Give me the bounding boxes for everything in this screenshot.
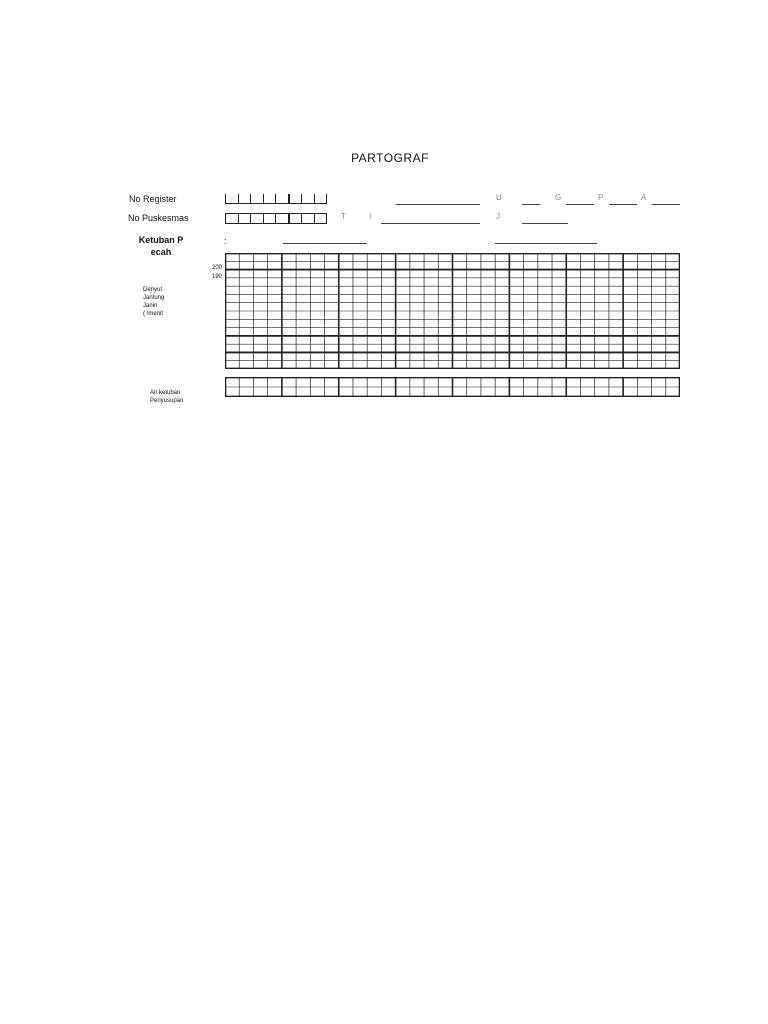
umur-field-line[interactable] [522, 204, 540, 205]
abortus-letter: A [641, 193, 647, 202]
fhr-label-line4: ( /menit [143, 311, 164, 317]
membranes-label [150, 389, 183, 405]
abortus-field-line[interactable] [652, 204, 680, 205]
page-title: PARTOGRAF [351, 151, 429, 165]
no-puskesmas-boxes[interactable] [225, 213, 327, 224]
fhr-grid[interactable] [225, 253, 680, 369]
ketuban-date-line[interactable] [495, 243, 597, 244]
no-register-boxes[interactable] [225, 194, 327, 204]
no-puskesmas-label: No Puskesmas [128, 213, 189, 223]
air-ketuban-label: Air ketuban [150, 390, 181, 396]
tanggal-field-line[interactable] [381, 223, 480, 224]
penyusupan-label: Penyusupan [150, 398, 184, 404]
ketuban-pecah-label [128, 234, 194, 258]
fhr-tick-200: 200 [212, 265, 223, 271]
gravida-letter: G [555, 193, 562, 202]
gravida-field-line[interactable] [566, 204, 594, 205]
i-letter: I [369, 212, 372, 221]
fhr-tick-190: 190 [212, 274, 223, 280]
umur-letter: U [496, 193, 502, 202]
tanggal-letter: T [341, 212, 346, 221]
fhr-label-line3: Janin [143, 303, 158, 309]
ketuban-label-line1: Ketuban P [138, 235, 184, 245]
ketuban-label-line2: ecah [150, 247, 172, 257]
fhr-label-line2: Jantung [143, 295, 165, 301]
membranes-grid[interactable] [225, 377, 680, 397]
para-letter: P [598, 193, 604, 202]
fhr-label-line1: Denyut [143, 287, 163, 293]
no-register-label: No Register [129, 194, 177, 204]
jam-field-line[interactable] [522, 223, 568, 224]
fhr-grid-svg [225, 253, 680, 369]
jam-letter: J [496, 212, 500, 221]
para-field-line[interactable] [609, 204, 637, 205]
fhr-label [143, 286, 164, 318]
ketuban-time-line[interactable] [283, 243, 367, 244]
name-field-line[interactable] [396, 204, 480, 205]
membranes-grid-svg [225, 377, 680, 397]
ketuban-colon: : [224, 236, 227, 246]
